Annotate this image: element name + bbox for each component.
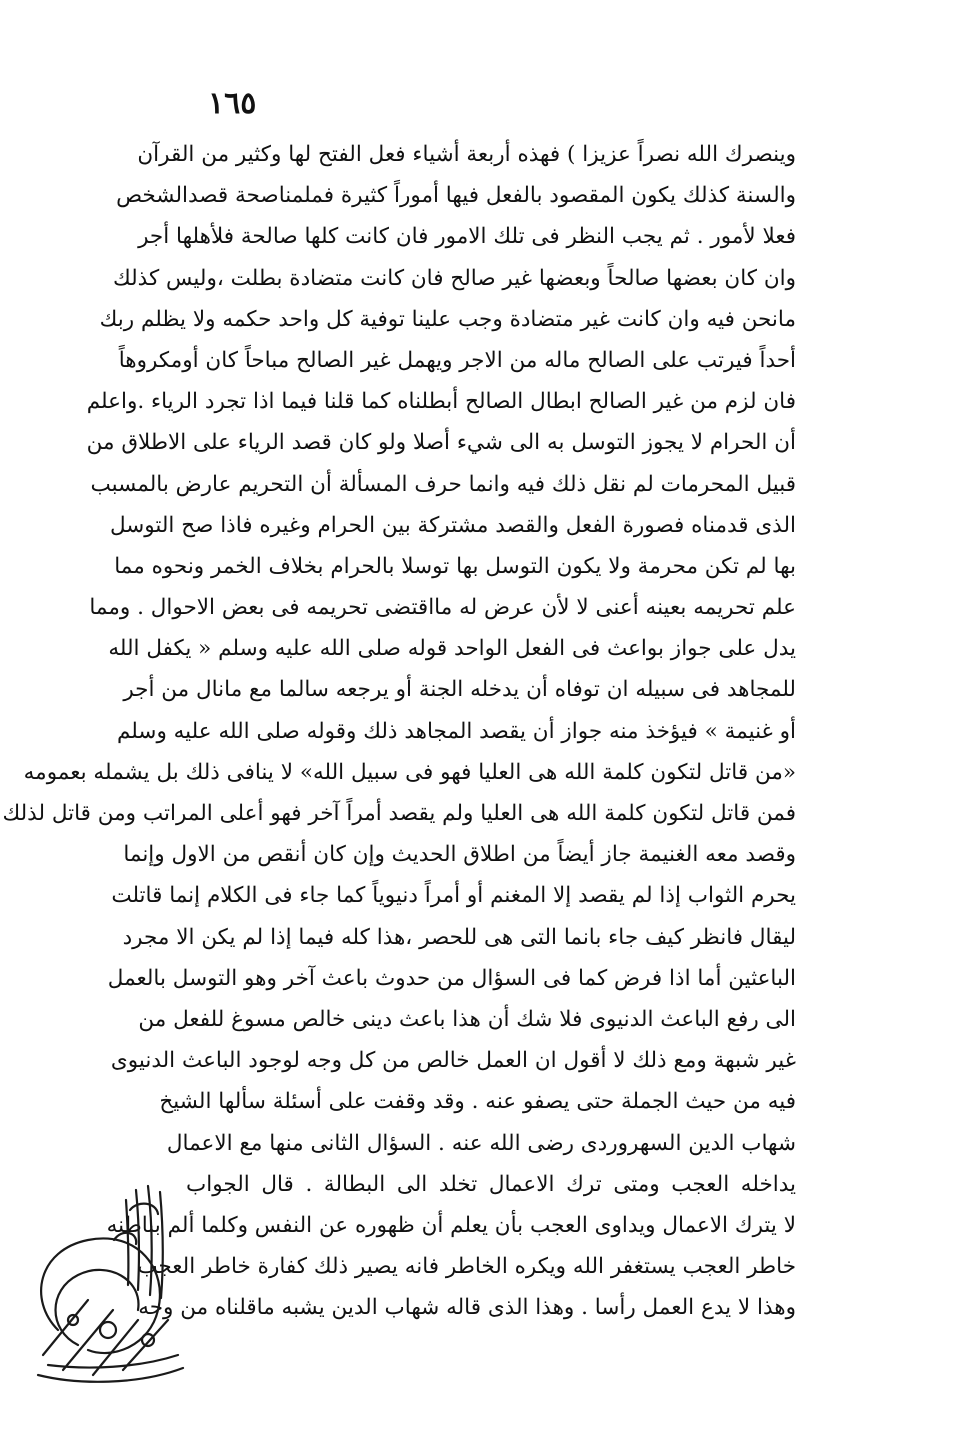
text-line: فعلا لأمور . ثم يجب النظر فى تلك الامور فان كانت كلها صالحة فلأهلها أجر xyxy=(138,224,796,250)
text-line: وهذا لا يدع العمل رأسا . وهذا الذى قاله شهاب الدين يشبه ماقلناه من وجه xyxy=(138,1295,796,1321)
text-line: «من قاتل لتكون كلمة الله هى العليا فهو فى سبيل الله» لا ينافى ذلك بل يشمله بعمومه xyxy=(23,759,796,785)
text-line: لا يترك الاعمال ويداوى العجب بأن يعلم أن ظهوره عن النفس وكلما ألم بباطنه xyxy=(106,1212,796,1238)
text-line: شهاب الدين السهروردى رضى الله عنه . السؤال الثانى منها مع الاعمال xyxy=(166,1130,796,1156)
text-line: وقصد معه الغنيمة جاز أيضاً من اطلاق الحديث وإن كان أنقص من الاول وإنما xyxy=(123,842,796,868)
text-line: أو غنيمة » فيؤخذ منه جواز أن يقصد المجاهد ذلك وقوله صلى الله عليه وسلم xyxy=(117,718,796,744)
page-number: ١٦٥ xyxy=(208,86,257,121)
text-line: غير شبهة ومع ذلك لا أقول ان العمل خالص من كل وجه لوجود الباعث الدنيوى xyxy=(110,1048,796,1074)
text-line: الذى قدمناه فصورة الفعل والقصد مشتركة بين الحرام وغيره فاذا صح التوسل xyxy=(109,512,796,538)
text-line: فيه من حيث الجملة حتى يصفو عنه . وقد وقفت على أسئلة سألها الشيخ xyxy=(159,1089,796,1115)
text-line: فمن قاتل لتكون كلمة الله هى العليا ولم يقصد أمراً آخر فهو أعلى المراتب ومن قاتل لذلك xyxy=(2,801,796,826)
text-line: بها لم تكن محرمة ولا يكون التوسل بها توسلا بالحرام بخلاف الخمر ونحوه مما xyxy=(114,553,796,579)
text-line: للمجاهد فى سبيله ان توفاه أن يدخله الجنة أو يرجعه سالما مع مانال من أجر xyxy=(123,677,796,703)
text-line: يحرم الثواب إذا لم يقصد إلا المغنم أو أمراً دنيوياً كما جاء فى الكلام إنما قاتلت xyxy=(111,883,796,909)
text-line: وينصرك الله نصراً عزيزا ) فهذه أربعة أشياء فعل الفتح لها وكثير من القرآن xyxy=(137,142,796,167)
text-line: فان لزم من غير الصالح ابطال الصالح أبطلناه كما قلنا فيما اذا تجرد الرياء .واعلم xyxy=(86,389,796,415)
text-line: وان كان بعضها صالحاً وبعضها غير صالح فان كانت متضادة بطلت ،وليس كذلك xyxy=(112,265,796,291)
text-line: أحداً فيرتب على الصالح ماله من الاجر ويهمل غير الصالح مباحاً كان أومكروهاً xyxy=(118,347,796,373)
text-line: الباعثين أما اذا فرض كما فى السؤال من حدوث باعث آخر وهو التوسل بالعمل xyxy=(107,965,796,991)
text-line: أن الحرام لا يجوز التوسل به الى شيء أصلا ولو كان قصد الرياء على الاطلاق من xyxy=(86,430,796,456)
text-line: يداخله العجب ومتى ترك الاعمال تخلد الى البطالة . قال الجواب xyxy=(186,1171,796,1197)
text-line: والسنة كذلك يكون المقصود بالفعل فيها أموراً كثيرة فملمناصحة قصدالشخص xyxy=(116,183,796,209)
text-line: الى رفع الباعث الدنيوى فلا شك أن هذا باعث دينى خالص مسوغ للفعل من xyxy=(138,1006,796,1032)
text-line: ليقال فانظر كيف جاء بانما التى هى للحصر ،هذا كله فيما إذا لم يكن الا مجرد xyxy=(122,924,796,950)
body-text xyxy=(2,134,796,1328)
text-line: خاطر العجب يستغفر الله ويكره الخاطر فانه يصير ذلك كفارة خاطر العجب xyxy=(137,1254,796,1280)
text-line: مانحن فيه وان كانت غير متضادة وجب علينا توفية كل واحد حكمه ولا يظلم ربك xyxy=(99,306,796,332)
text-line: يدل على جواز بواعث فى الفعل الواحد قوله صلى الله عليه وسلم « يكفل الله xyxy=(108,636,796,662)
calligraphic-seal xyxy=(18,1180,198,1395)
text-line: قبيل المحرمات لم نقل ذلك فيه وانما حرف المسألة أن التحريم عارض بالمسبب xyxy=(90,471,796,497)
seal-graphic xyxy=(18,1180,198,1395)
text-line: علم تحريمه بعينه أعنى لا لأن عرض له مااقتضى تحريمه فى بعض الاحوال . ومما xyxy=(89,595,796,621)
